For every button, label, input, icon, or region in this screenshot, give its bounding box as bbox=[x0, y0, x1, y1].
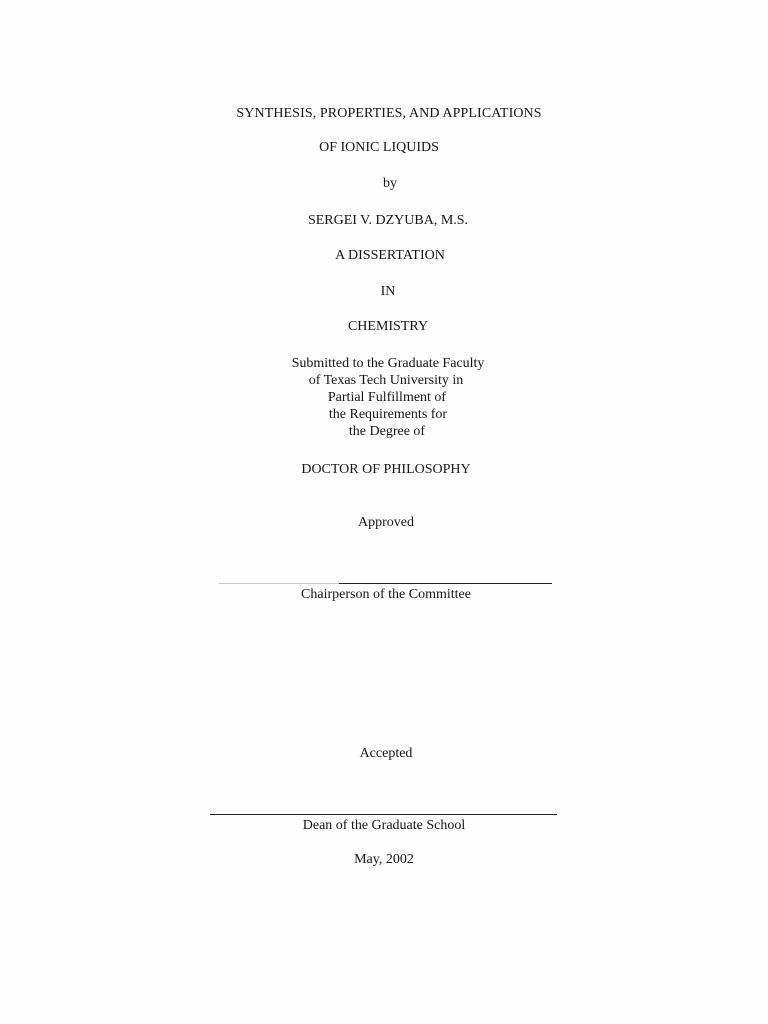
accepted-label: Accepted bbox=[359, 746, 413, 761]
submission-line: Partial Fulfillment of bbox=[327, 390, 447, 405]
in-label: IN bbox=[380, 284, 396, 299]
signature-line-faint-segment bbox=[219, 583, 339, 584]
degree-name: DOCTOR OF PHILOSOPHY bbox=[301, 462, 471, 477]
field-of-study: CHEMISTRY bbox=[347, 319, 429, 334]
chairperson-label: Chairperson of the Committee bbox=[301, 587, 471, 602]
approved-label: Approved bbox=[358, 515, 414, 530]
submission-date: May, 2002 bbox=[354, 852, 414, 867]
dean-signature-line bbox=[210, 814, 557, 815]
submission-line: the Degree of bbox=[348, 424, 426, 439]
document-type: A DISSERTATION bbox=[335, 248, 445, 263]
dean-label: Dean of the Graduate School bbox=[302, 818, 466, 833]
title-line-2: OF IONIC LIQUIDS bbox=[319, 140, 439, 155]
title-line-1: SYNTHESIS, PROPERTIES, AND APPLICATIONS bbox=[236, 106, 542, 121]
submission-statement bbox=[0, 355, 768, 440]
submission-line: the Requirements for bbox=[328, 407, 448, 422]
author-name: SERGEI V. DZYUBA, M.S. bbox=[307, 213, 469, 228]
submission-line: Submitted to the Graduate Faculty bbox=[291, 356, 485, 371]
signature-line-solid-segment bbox=[339, 583, 552, 584]
by-label: by bbox=[383, 176, 397, 191]
submission-line: of Texas Tech University in bbox=[308, 373, 464, 388]
